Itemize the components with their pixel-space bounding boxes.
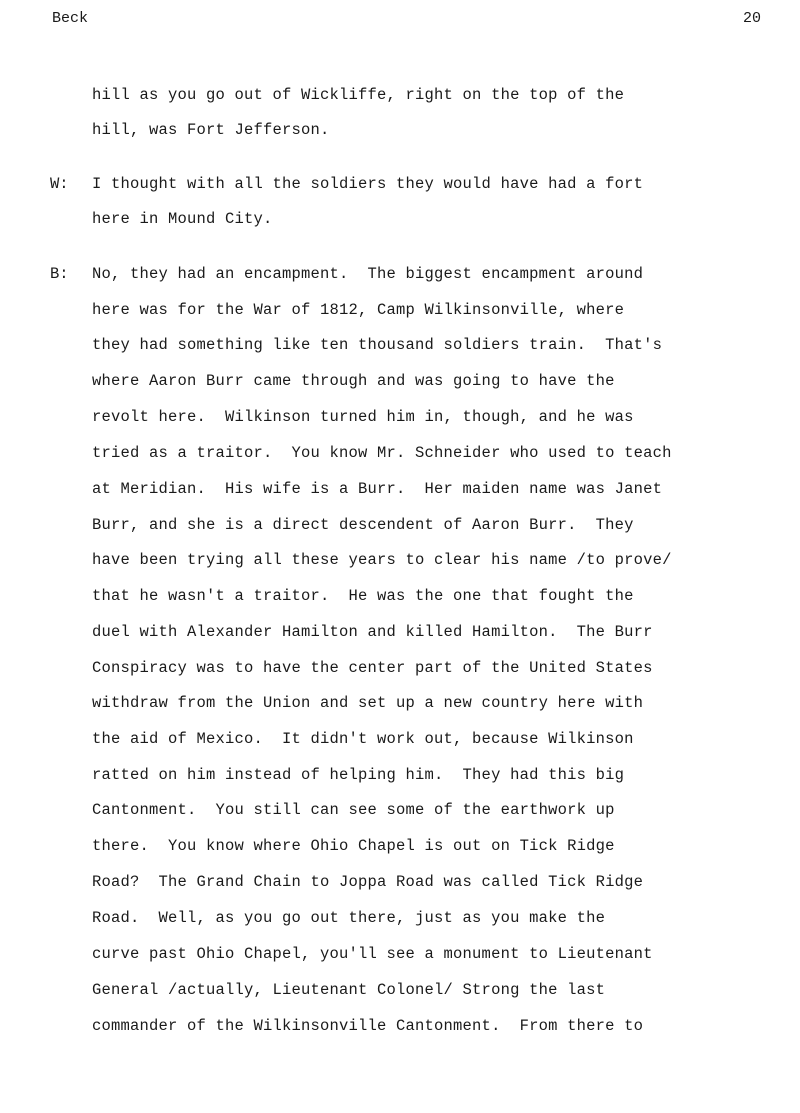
transcript-line: hill, was Fort Jefferson. bbox=[92, 121, 330, 139]
transcript-line: General /actually, Lieutenant Colonel/ Strong the last bbox=[92, 981, 606, 999]
transcript-line: there. You know where Ohio Chapel is out on Tick Ridge bbox=[92, 837, 615, 855]
transcript-line: here in Mound City. bbox=[92, 210, 273, 228]
transcript-line: Conspiracy was to have the center part of the United States bbox=[92, 659, 653, 677]
transcript-line: they had something like ten thousand soldiers train. That's bbox=[92, 336, 663, 354]
transcript-line: that he wasn't a traitor. He was the one that fought the bbox=[92, 587, 634, 605]
transcript-line: revolt here. Wilkinson turned him in, though, and he was bbox=[92, 408, 634, 426]
page-number: 20 bbox=[742, 10, 761, 27]
transcript-line: curve past Ohio Chapel, you'll see a monument to Lieutenant bbox=[92, 945, 653, 963]
transcript-line: have been trying all these years to clear his name /to prove/ bbox=[92, 551, 672, 569]
transcript-line: ratted on him instead of helping him. They had this big bbox=[92, 766, 625, 784]
speaker-label: B: bbox=[50, 265, 69, 283]
transcript-line: Cantonment. You still can see some of the earthwork up bbox=[92, 801, 615, 819]
transcript-line: No, they had an encampment. The biggest encampment around bbox=[92, 265, 644, 283]
transcript-line: duel with Alexander Hamilton and killed Hamilton. The Burr bbox=[92, 623, 653, 641]
transcript-line: withdraw from the Union and set up a new country here with bbox=[92, 694, 644, 712]
header-name: Beck bbox=[52, 10, 89, 27]
transcript-line: here was for the War of 1812, Camp Wilkinsonville, where bbox=[92, 301, 625, 319]
transcript-line: tried as a traitor. You know Mr. Schneider who used to teach bbox=[92, 444, 672, 462]
transcript-line: at Meridian. His wife is a Burr. Her maiden name was Janet bbox=[92, 480, 663, 498]
transcript-line: where Aaron Burr came through and was going to have the bbox=[92, 372, 615, 390]
transcript-line: Burr, and she is a direct descendent of Aaron Burr. They bbox=[92, 516, 634, 534]
transcript-line: Road. Well, as you go out there, just as you make the bbox=[92, 909, 606, 927]
transcript-line: Road? The Grand Chain to Joppa Road was called Tick Ridge bbox=[92, 873, 644, 891]
transcript-line: I thought with all the soldiers they would have had a fort bbox=[92, 175, 644, 193]
speaker-label: W: bbox=[50, 175, 69, 193]
transcript-line: the aid of Mexico. It didn't work out, because Wilkinson bbox=[92, 730, 634, 748]
transcript-line: commander of the Wilkinsonville Cantonment. From there to bbox=[92, 1017, 644, 1035]
transcript-line: hill as you go out of Wickliffe, right on the top of the bbox=[92, 86, 625, 104]
